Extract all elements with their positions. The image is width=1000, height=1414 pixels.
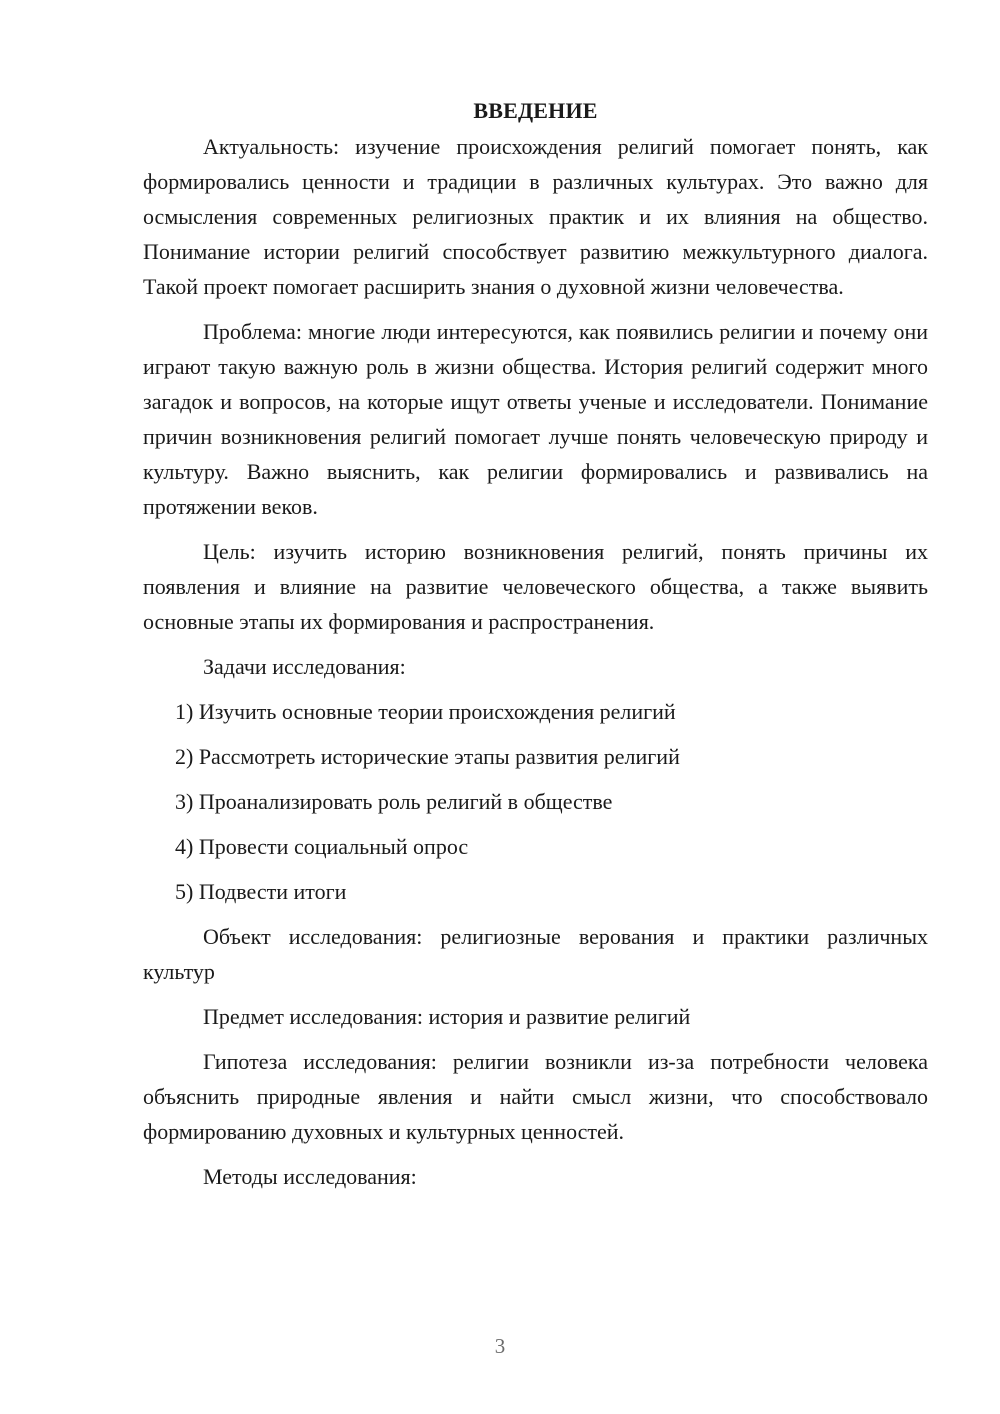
list-item: 1) Изучить основные теории происхождения религий xyxy=(175,699,676,724)
paragraph-hypothesis: Гипотеза исследования: религии возникли из-за потребности человека объяснить природные явления и найти смысл жизни, что способствовало формированию духовных и культурных ценностей. xyxy=(143,1049,928,1144)
paragraph-problem: Проблема: многие люди интересуются, как появились религии и почему они играют такую важную роль в жизни общества. История религий содержит много загадок и вопросов, на которые ищут ответы ученые и исследователи. Понимание причин возникновения религий помогает лучше понять человеческую природу и культуру. Важно выяснить, как религии формировались и развивались на протяжении веков. xyxy=(143,319,928,519)
document-page xyxy=(143,93,928,1204)
paragraph-goal: Цель: изучить историю возникновения религий, понять причины их появления и влияние на развитие человеческого общества, а также выявить основные этапы их формирования и распространения. xyxy=(143,539,928,634)
section-title: ВВЕДЕНИЕ xyxy=(473,98,598,123)
paragraph-object: Объект исследования: религиозные верования и практики различных культур xyxy=(143,924,928,984)
methods-heading: Методы исследования: xyxy=(203,1164,417,1189)
tasks-heading: Задачи исследования: xyxy=(203,654,406,679)
paragraph-relevance: Актуальность: изучение происхождения религий помогает понять, как формировались ценности и традиции в различных культурах. Это важно для осмысления современных религиозных практик и их влияния на общество. Понимание истории религий способствует развитию межкультурного диалога. Такой проект помогает расширить знания о духовной жизни человечества. xyxy=(143,134,928,299)
page-number: 3 xyxy=(494,1334,506,1358)
list-item: 3) Проанализировать роль религий в обществе xyxy=(175,789,613,814)
list-item: 2) Рассмотреть исторические этапы развития религий xyxy=(175,744,680,769)
list-item: 5) Подвести итоги xyxy=(175,879,347,904)
list-item: 4) Провести социальный опрос xyxy=(175,834,469,859)
paragraph-subject: Предмет исследования: история и развитие религий xyxy=(203,1004,691,1029)
